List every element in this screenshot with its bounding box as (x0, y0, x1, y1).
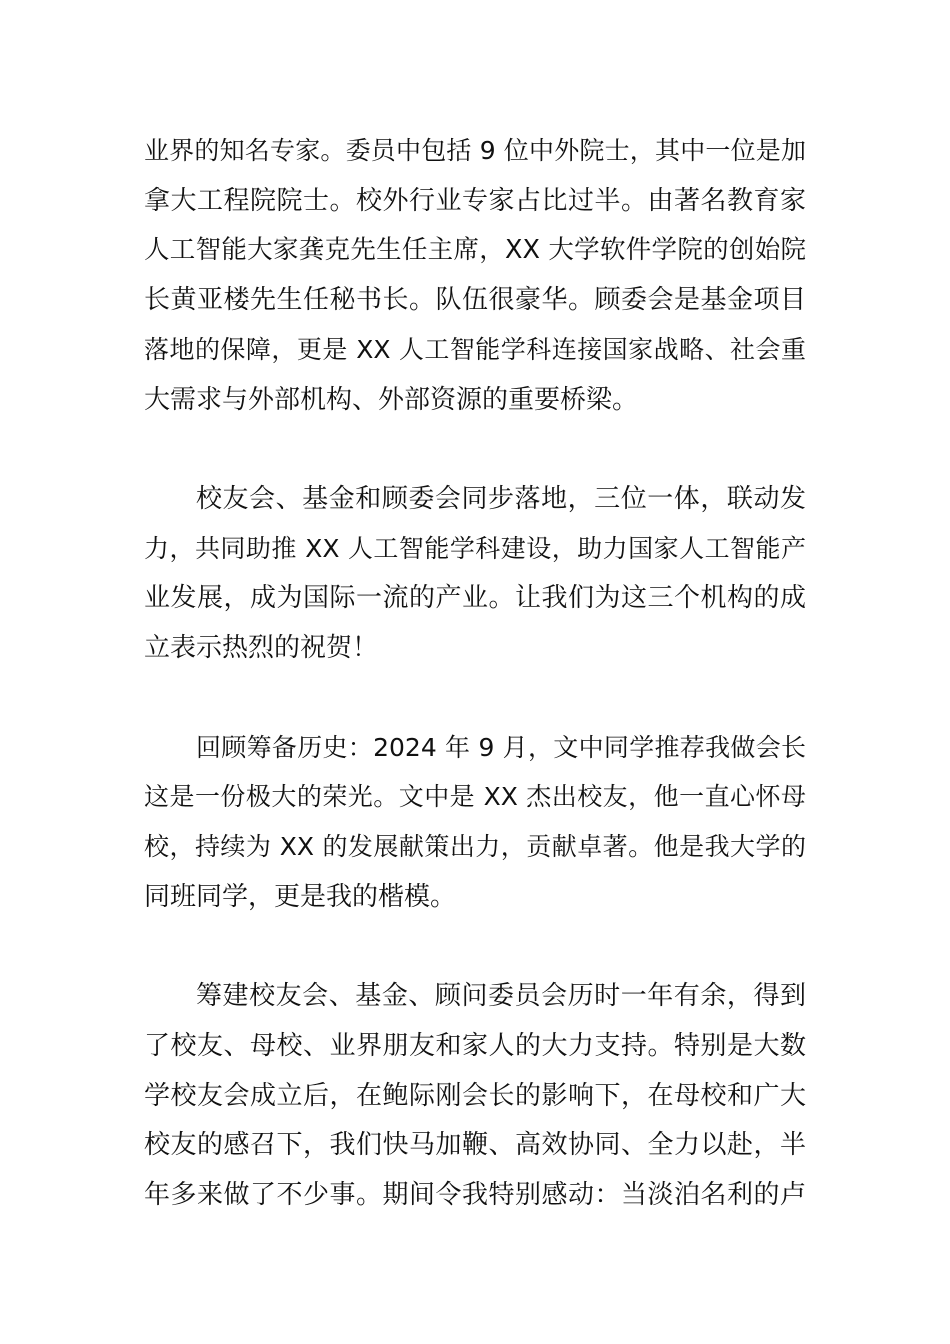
text-line: 校，持续为 XX 的发展献策出力，贡献卓著。他是我大学的 (144, 832, 806, 861)
text-line: 业界的知名专家。委员中包括 9 位中外院士，其中一位是加 (144, 136, 806, 165)
paragraph-4-line-1 (0, 971, 950, 1021)
paragraph-3-line-3 (0, 822, 950, 872)
paragraph-1-line-5 (0, 325, 950, 375)
paragraph-2-line-2 (0, 524, 950, 574)
text-line: 大需求与外部机构、外部资源的重要桥梁。 (144, 385, 639, 415)
text-line: 校友的感召下，我们快马加鞭、高效协同、全力以赴，半 (144, 1130, 806, 1160)
text-line: 年多来做了不少事。期间令我特别感动：当淡泊名利的卢 (144, 1180, 806, 1210)
text-line: 校友会、基金和顾委会同步落地，三位一体，联动发 (196, 484, 806, 514)
text-line: 拿大工程院院士。校外行业专家占比过半。由著名教育家 (144, 186, 806, 216)
text-line: 学校友会成立后，在鲍际刚会长的影响下，在母校和广大 (144, 1081, 806, 1111)
text-line: 人工智能大家龚克先生任主席，XX 大学软件学院的创始院 (144, 235, 806, 265)
paragraph-4-line-3 (0, 1071, 950, 1121)
text-line: 筹建校友会、基金、顾问委员会历时一年有余，得到 (196, 981, 806, 1011)
text-line: 立表示热烈的祝贺！ (144, 633, 379, 663)
paragraph-4-line-5 (0, 1170, 950, 1220)
paragraph-4-line-4 (0, 1120, 950, 1170)
text-line: 力，共同助推 XX 人工智能学科建设，助力国家人工智能产 (144, 534, 806, 563)
text-line: 长黄亚楼先生任秘书长。队伍很豪华。顾委会是基金项目 (144, 285, 806, 315)
paragraph-1-line-4 (0, 275, 950, 325)
text-line: 回顾筹备历史：2024 年 9 月，文中同学推荐我做会长 (196, 733, 806, 762)
paragraph-1-line-2 (0, 176, 950, 226)
paragraph-1-line-3 (0, 225, 950, 275)
paragraph-1-line-1 (0, 126, 950, 176)
paragraph-2-line-4 (0, 623, 950, 673)
paragraph-4-line-2 (0, 1021, 950, 1071)
text-line: 业发展，成为国际一流的产业。让我们为这三个机构的成 (144, 583, 806, 613)
paragraph-3-line-2 (0, 772, 950, 822)
paragraph-2-line-1 (0, 474, 950, 524)
text-line: 了校友、母校、业界朋友和家人的大力支持。特别是大数 (144, 1031, 806, 1061)
paragraph-1-line-6 (0, 375, 950, 425)
paragraph-2-line-3 (0, 573, 950, 623)
text-line: 同班同学，更是我的楷模。 (144, 882, 457, 912)
text-line: 这是一份极大的荣光。文中是 XX 杰出校友，他一直心怀母 (144, 782, 806, 811)
paragraph-3-line-1 (0, 723, 950, 773)
paragraph-3-line-4 (0, 872, 950, 922)
text-line: 落地的保障，更是 XX 人工智能学科连接国家战略、社会重 (144, 335, 806, 364)
